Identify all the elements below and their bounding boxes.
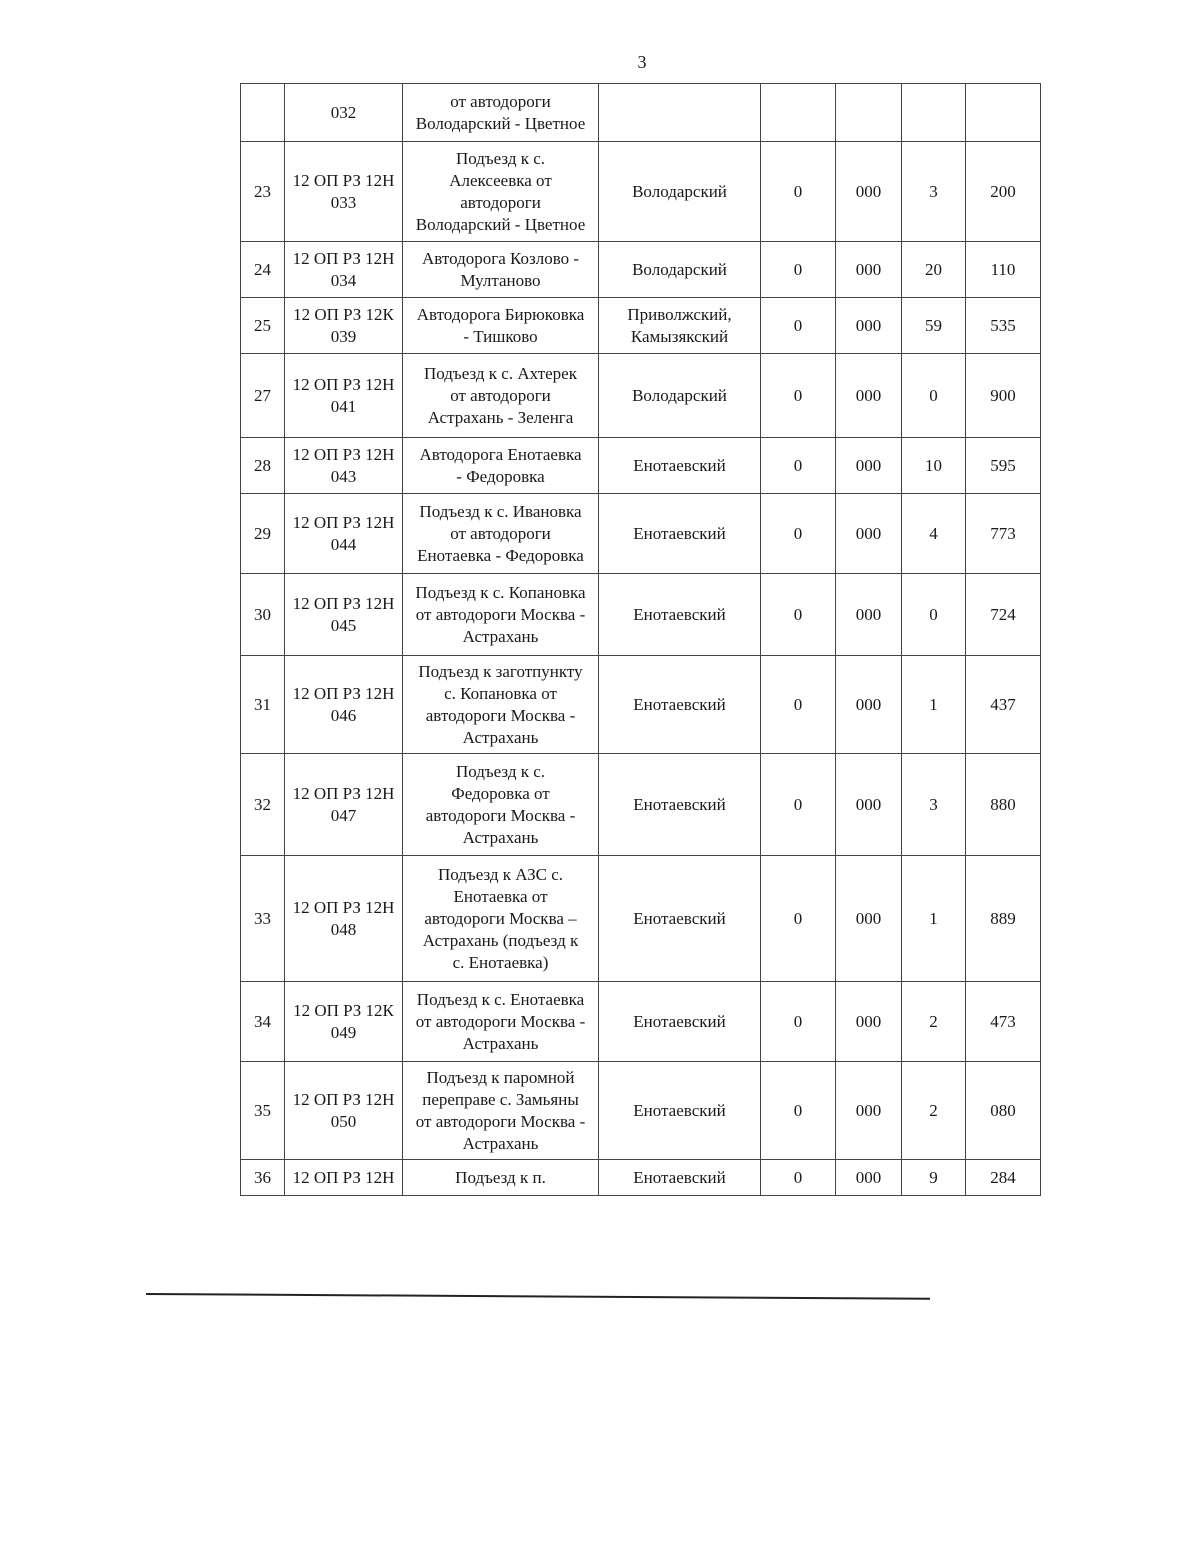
table-row — [241, 1062, 1041, 1160]
district-cell: Приволжский, Камызякский — [599, 298, 761, 354]
row-number-cell — [241, 84, 285, 142]
road-code-cell: 12 ОП РЗ 12Н 044 — [285, 494, 403, 574]
row-number-cell: 27 — [241, 354, 285, 438]
row-number-cell: 34 — [241, 982, 285, 1062]
district-cell: Володарский — [599, 354, 761, 438]
page-number: 3 — [637, 52, 647, 72]
length-m-cell: 773 — [966, 494, 1041, 574]
length-km-cell: 9 — [902, 1160, 966, 1196]
start-m-cell: 000 — [836, 656, 902, 754]
road-name-cell: от автодороги Володарский - Цветное — [403, 84, 599, 142]
table-row — [241, 242, 1041, 298]
start-m-cell: 000 — [836, 1160, 902, 1196]
start-km-cell: 0 — [761, 1160, 836, 1196]
table-row — [241, 438, 1041, 494]
district-cell: Енотаевский — [599, 1062, 761, 1160]
table-row — [241, 982, 1041, 1062]
road-name-cell: Автодорога Бирюковка - Тишково — [403, 298, 599, 354]
row-number-cell: 36 — [241, 1160, 285, 1196]
road-name-cell: Подъезд к паромной переправе с. Замьяны от автодороги Москва - Астрахань — [403, 1062, 599, 1160]
bottom-divider-line — [146, 1293, 930, 1300]
start-km-cell: 0 — [761, 574, 836, 656]
district-cell: Енотаевский — [599, 754, 761, 856]
start-km-cell: 0 — [761, 242, 836, 298]
road-name-cell: Подъезд к заготпункту с. Копановка от автодороги Москва - Астрахань — [403, 656, 599, 754]
row-number-cell: 35 — [241, 1062, 285, 1160]
length-m-cell: 473 — [966, 982, 1041, 1062]
start-m-cell: 000 — [836, 242, 902, 298]
road-code-cell: 032 — [285, 84, 403, 142]
road-name-cell: Автодорога Козлово - Мултаново — [403, 242, 599, 298]
table-row — [241, 354, 1041, 438]
road-code-cell: 12 ОП РЗ 12Н 046 — [285, 656, 403, 754]
table-row — [241, 1160, 1041, 1196]
road-code-cell: 12 ОП РЗ 12Н 041 — [285, 354, 403, 438]
start-m-cell: 000 — [836, 298, 902, 354]
table-row — [241, 494, 1041, 574]
length-km-cell: 59 — [902, 298, 966, 354]
length-km-cell: 1 — [902, 656, 966, 754]
start-km-cell: 0 — [761, 438, 836, 494]
roads-table — [240, 83, 1041, 1196]
district-cell — [599, 84, 761, 142]
start-m-cell: 000 — [836, 494, 902, 574]
district-cell: Енотаевский — [599, 574, 761, 656]
start-km-cell: 0 — [761, 982, 836, 1062]
road-code-cell: 12 ОП РЗ 12К 039 — [285, 298, 403, 354]
road-name-cell: Подъезд к с. Ивановка от автодороги Енотаевка - Федоровка — [403, 494, 599, 574]
length-km-cell: 0 — [902, 354, 966, 438]
road-name-cell: Подъезд к с. Федоровка от автодороги Москва - Астрахань — [403, 754, 599, 856]
length-m-cell: 080 — [966, 1062, 1041, 1160]
district-cell: Володарский — [599, 142, 761, 242]
road-code-cell: 12 ОП РЗ 12Н 034 — [285, 242, 403, 298]
length-km-cell: 4 — [902, 494, 966, 574]
row-number-cell: 25 — [241, 298, 285, 354]
row-number-cell: 31 — [241, 656, 285, 754]
district-cell: Енотаевский — [599, 494, 761, 574]
start-km-cell: 0 — [761, 298, 836, 354]
start-km-cell: 0 — [761, 754, 836, 856]
length-km-cell: 2 — [902, 982, 966, 1062]
table-row — [241, 856, 1041, 982]
length-km-cell: 20 — [902, 242, 966, 298]
roads-table-body — [241, 84, 1041, 1196]
district-cell: Енотаевский — [599, 982, 761, 1062]
row-number-cell: 23 — [241, 142, 285, 242]
length-m-cell: 724 — [966, 574, 1041, 656]
row-number-cell: 29 — [241, 494, 285, 574]
road-code-cell: 12 ОП РЗ 12Н 047 — [285, 754, 403, 856]
length-m-cell: 595 — [966, 438, 1041, 494]
start-km-cell: 0 — [761, 494, 836, 574]
length-m-cell: 535 — [966, 298, 1041, 354]
length-m-cell: 880 — [966, 754, 1041, 856]
start-m-cell: 000 — [836, 754, 902, 856]
row-number-cell: 24 — [241, 242, 285, 298]
length-km-cell: 3 — [902, 754, 966, 856]
road-code-cell: 12 ОП РЗ 12Н — [285, 1160, 403, 1196]
length-m-cell: 900 — [966, 354, 1041, 438]
road-code-cell: 12 ОП РЗ 12Н 050 — [285, 1062, 403, 1160]
district-cell: Енотаевский — [599, 656, 761, 754]
row-number-cell: 28 — [241, 438, 285, 494]
start-km-cell: 0 — [761, 656, 836, 754]
start-m-cell: 000 — [836, 574, 902, 656]
road-name-cell: Подъезд к с. Енотаевка от автодороги Москва - Астрахань — [403, 982, 599, 1062]
start-km-cell — [761, 84, 836, 142]
length-km-cell: 1 — [902, 856, 966, 982]
road-code-cell: 12 ОП РЗ 12К 049 — [285, 982, 403, 1062]
start-km-cell: 0 — [761, 142, 836, 242]
table-row — [241, 84, 1041, 142]
table-row — [241, 754, 1041, 856]
length-m-cell: 437 — [966, 656, 1041, 754]
district-cell: Володарский — [599, 242, 761, 298]
start-m-cell: 000 — [836, 354, 902, 438]
start-m-cell: 000 — [836, 1062, 902, 1160]
start-km-cell: 0 — [761, 1062, 836, 1160]
district-cell: Енотаевский — [599, 1160, 761, 1196]
road-code-cell: 12 ОП РЗ 12Н 033 — [285, 142, 403, 242]
row-number-cell: 30 — [241, 574, 285, 656]
district-cell: Енотаевский — [599, 856, 761, 982]
row-number-cell: 32 — [241, 754, 285, 856]
length-m-cell: 110 — [966, 242, 1041, 298]
road-code-cell: 12 ОП РЗ 12Н 048 — [285, 856, 403, 982]
road-name-cell: Подъезд к АЗС с. Енотаевка от автодороги Москва – Астрахань (подъезд к с. Енотаевка) — [403, 856, 599, 982]
district-cell: Енотаевский — [599, 438, 761, 494]
start-m-cell: 000 — [836, 142, 902, 242]
start-m-cell: 000 — [836, 982, 902, 1062]
road-name-cell: Подъезд к с. Алексеевка от автодороги Володарский - Цветное — [403, 142, 599, 242]
length-km-cell: 0 — [902, 574, 966, 656]
road-code-cell: 12 ОП РЗ 12Н 043 — [285, 438, 403, 494]
start-km-cell: 0 — [761, 354, 836, 438]
road-name-cell: Подъезд к п. — [403, 1160, 599, 1196]
row-number-cell: 33 — [241, 856, 285, 982]
length-km-cell: 3 — [902, 142, 966, 242]
length-m-cell: 889 — [966, 856, 1041, 982]
length-m-cell: 284 — [966, 1160, 1041, 1196]
length-km-cell — [902, 84, 966, 142]
start-m-cell: 000 — [836, 856, 902, 982]
road-name-cell: Автодорога Енотаевка - Федоровка — [403, 438, 599, 494]
start-m-cell: 000 — [836, 438, 902, 494]
road-name-cell: Подъезд к с. Ахтерек от автодороги Астрахань - Зеленга — [403, 354, 599, 438]
table-row — [241, 574, 1041, 656]
length-m-cell: 200 — [966, 142, 1041, 242]
length-km-cell: 2 — [902, 1062, 966, 1160]
table-row — [241, 142, 1041, 242]
start-km-cell: 0 — [761, 856, 836, 982]
road-name-cell: Подъезд к с. Копановка от автодороги Москва - Астрахань — [403, 574, 599, 656]
start-m-cell — [836, 84, 902, 142]
road-code-cell: 12 ОП РЗ 12Н 045 — [285, 574, 403, 656]
length-m-cell — [966, 84, 1041, 142]
table-row — [241, 298, 1041, 354]
table-row — [241, 656, 1041, 754]
length-km-cell: 10 — [902, 438, 966, 494]
